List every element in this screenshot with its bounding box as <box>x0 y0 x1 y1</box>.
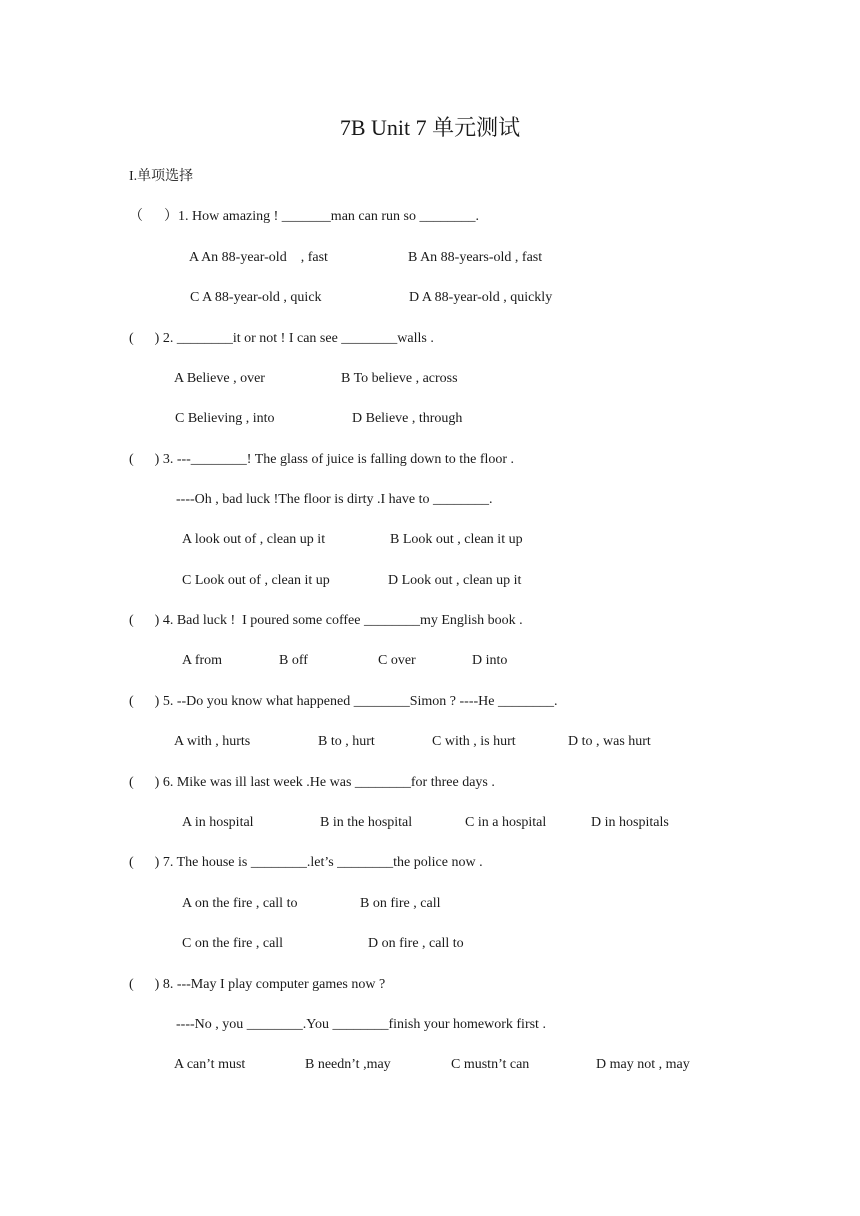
q8-option-a: A can’t must <box>174 1057 246 1072</box>
q4-option-c: C over <box>378 653 416 668</box>
q6-option-a: A in hospital <box>182 815 254 830</box>
q1-option-d: D A 88-year-old , quickly <box>409 290 553 305</box>
q5-option-c: C with , is hurt <box>432 734 516 749</box>
question-2-stem: ( ) 2. ________it or not ! I can see ________walls . <box>129 331 434 346</box>
q6-option-d: D in hospitals <box>591 815 669 830</box>
q5-option-d: D to , was hurt <box>568 734 651 749</box>
question-4-stem: ( ) 4. Bad luck ! I poured some coffee ________my English book . <box>129 613 523 628</box>
q3-option-d: D Look out , clean up it <box>388 573 522 588</box>
page-title: 7B Unit 7 单元测试 <box>339 115 521 140</box>
q7-option-a: A on the fire , call to <box>182 896 298 911</box>
q1-option-a: A An 88-year-old , fast <box>189 250 328 265</box>
question-7-stem: ( ) 7. The house is ________.let’s ________the police now . <box>129 855 483 870</box>
q6-option-b: B in the hospital <box>320 815 413 830</box>
question-5-stem: ( ) 5. --Do you know what happened ________Simon ? ----He ________. <box>129 694 558 709</box>
q4-option-b: B off <box>279 653 308 668</box>
q8-option-d: D may not , may <box>596 1057 690 1072</box>
question-6-stem: ( ) 6. Mike was ill last week .He was ________for three days . <box>129 775 495 790</box>
question-3-subline: ----Oh , bad luck !The floor is dirty .I have to ________. <box>176 492 493 507</box>
question-8-stem: ( ) 8. ---May I play computer games now ? <box>129 977 386 992</box>
q1-option-b: B An 88-years-old , fast <box>408 250 543 265</box>
q1-option-c: C A 88-year-old , quick <box>190 290 322 305</box>
q2-option-b: B To believe , across <box>341 371 458 386</box>
q3-option-a: A look out of , clean up it <box>182 532 326 547</box>
question-1-stem: （ ）1. How amazing ! _______man can run so ________. <box>129 209 479 224</box>
q6-option-c: C in a hospital <box>465 815 547 830</box>
q5-option-b: B to , hurt <box>318 734 375 749</box>
q7-option-d: D on fire , call to <box>368 936 464 951</box>
q8-option-b: B needn’t ,may <box>305 1057 391 1072</box>
q7-option-b: B on fire , call <box>360 896 441 911</box>
q5-option-a: A with , hurts <box>174 734 251 749</box>
q2-option-c: C Believing , into <box>175 411 275 426</box>
q4-option-a: A from <box>182 653 223 668</box>
q2-option-a: A Believe , over <box>174 371 265 386</box>
q7-option-c: C on the fire , call <box>182 936 284 951</box>
question-8-subline: ----No , you ________.You ________finish your homework first . <box>176 1017 546 1032</box>
q3-option-c: C Look out of , clean it up <box>182 573 330 588</box>
q4-option-d: D into <box>472 653 508 668</box>
q3-option-b: B Look out , clean it up <box>390 532 523 547</box>
q8-option-c: C mustn’t can <box>451 1057 530 1072</box>
section-heading: I.单项选择 <box>129 169 194 184</box>
question-3-stem: ( ) 3. ---________! The glass of juice is falling down to the floor . <box>129 452 515 467</box>
q2-option-d: D Believe , through <box>352 411 463 426</box>
